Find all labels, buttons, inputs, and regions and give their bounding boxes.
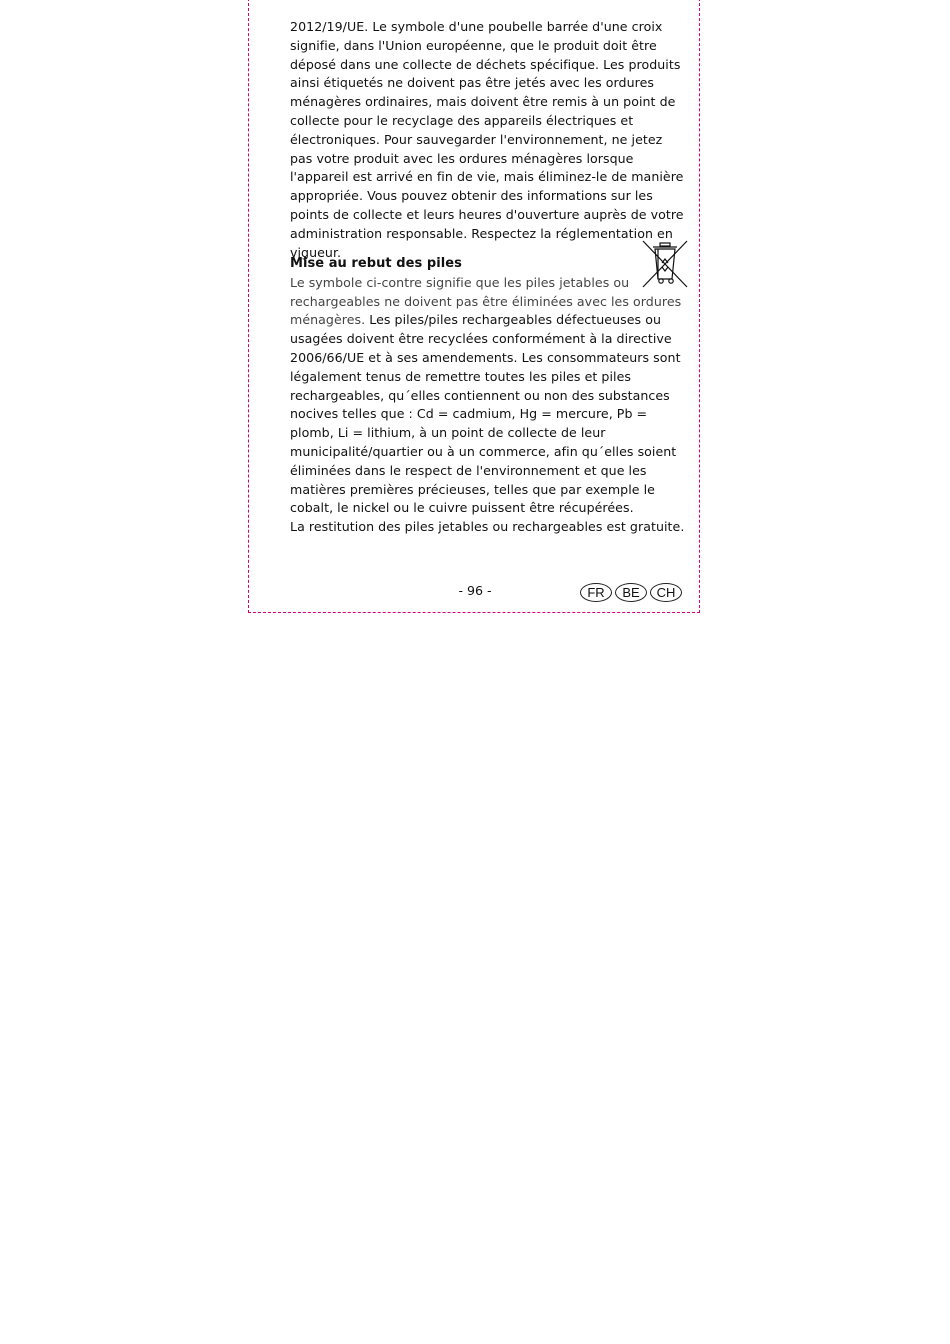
battery-recycling-text: Les piles/piles rechargeables défectueuses ou usagées doivent être recyclées conformément à la directive 2006/66/UE et à ses amendements. Les consommateurs sont légalement tenus de remettre toutes les piles et piles rechargeables, qu´elles contiennent ou non des substances nocives telles que : Cd = cadmium, Hg = mercure, Pb = plomb, Li = lithium, à un point de collecte de leur municipalité/quartier ou à un commerce, afin qu´elles soient éliminées dans le respect de l'environnement et que les matières premières précieuses, telles que par exemple le cobalt, le nickel ou le cuivre puissent être récupérées. — [290, 312, 681, 516]
weee-disposal-paragraph: 2012/19/UE. Le symbole d'une poubelle barrée d'une croix signifie, dans l'Union européenne, que le produit doit être déposé dans une collecte de déchets spécifique. Les produits ainsi étiquetés ne doivent pas être jetés avec les ordures ménagères ordinaires, mais doivent être remis à un point de collecte pour le recyclage des appareils électriques et électroniques. Pour sauvegarder l'environnement, ne jetez pas votre produit avec les ordures ménagères lorsque l'appareil est arrivé en fin de vie, mais éliminez-le de manière appropriée. Vous pouvez obtenir des informations sur les points de collecte et leurs heures d'ouverture auprès de votre administration responsable. Respectez la réglementation en vigueur. — [290, 19, 684, 260]
battery-disposal-paragraph — [290, 274, 685, 518]
country-badge-fr: FR — [580, 583, 612, 602]
country-badge-ch: CH — [650, 583, 682, 602]
page-content — [290, 18, 685, 537]
country-badges — [580, 583, 682, 603]
country-badge-be: BE — [615, 583, 647, 602]
battery-disposal-section — [290, 255, 685, 537]
battery-return-free-note: La restitution des piles jetables ou rechargeables est gratuite. — [290, 519, 685, 535]
page-number: - 96 - — [458, 583, 492, 598]
section-title: Mise au rebut des piles — [290, 256, 462, 271]
battery-symbol-description: Le symbole ci-contre signifie que les piles jetables ou rechargeables ne doivent pas être éliminées avec les ordures ménagères. — [290, 274, 682, 328]
crossed-out-bin-icon — [641, 239, 689, 289]
